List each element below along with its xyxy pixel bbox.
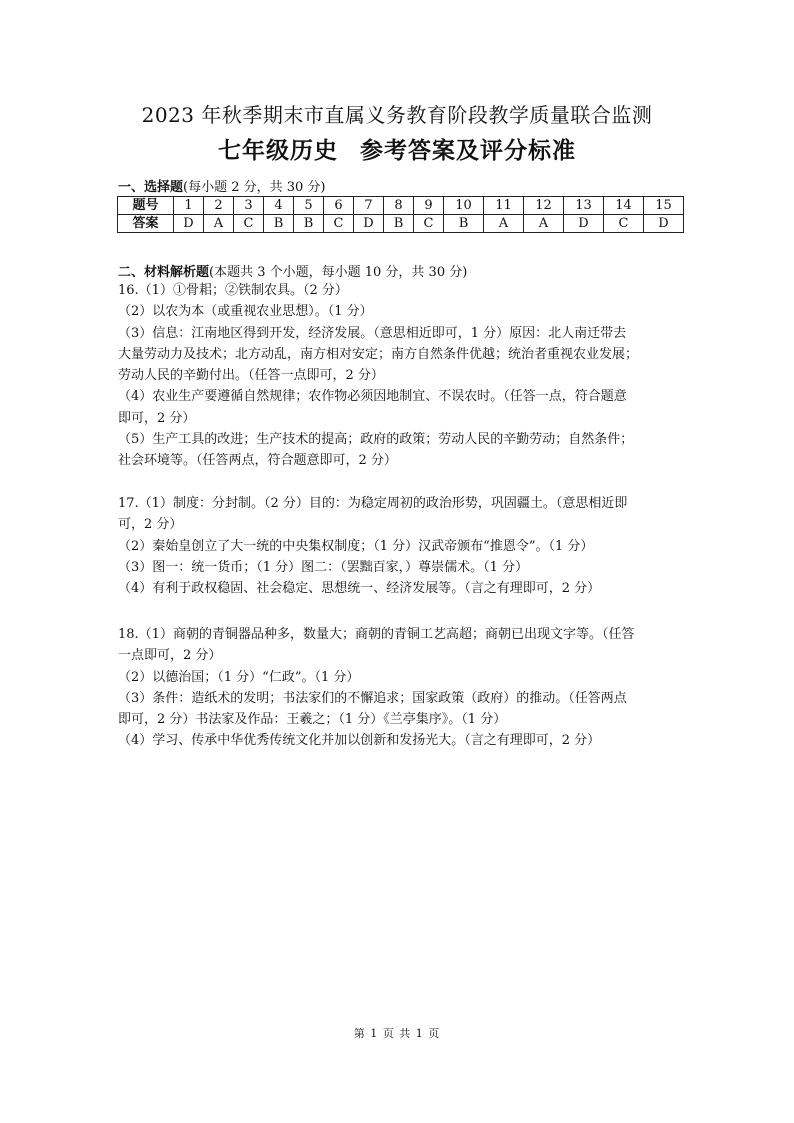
answer-table	[117, 196, 684, 233]
subtitle-grade-subject: 七年级历史	[218, 137, 338, 164]
answer-line: （2）以德治国；（1 分）“仁政”。（1 分）	[118, 669, 360, 685]
answer-line: 劳动人民的辛勤付出。（任答一点即可，2 分）	[118, 368, 384, 384]
answer-cell: B	[264, 215, 294, 233]
answer-line: （2）以农为本（或重视农业思想）。（1 分）	[118, 304, 373, 320]
answer-cell: C	[324, 215, 354, 233]
answer-cell: A	[524, 215, 564, 233]
question-number: 1	[174, 197, 204, 215]
question-number: 12	[524, 197, 564, 215]
answer-cell: C	[414, 215, 444, 233]
row-label-numbers: 题号	[118, 197, 174, 215]
section-note: (本题共 3 个小题，每小题 10 分，共 30 分)	[209, 265, 468, 280]
answer-line: （3）条件：造纸术的发明；书法家们的不懈追求；国家政策（政府）的推动。（任答两点	[118, 690, 627, 706]
answer-cell: B	[444, 215, 484, 233]
question-16-answer	[118, 280, 678, 472]
answer-line: （4）农业生产要遵循自然规律；农作物必须因地制宜、不误农时。（任答一点，符合题意	[118, 389, 627, 405]
answer-cell: D	[644, 215, 684, 233]
exam-title: 2023 年秋季期末市直属义务教育阶段教学质量联合监测	[141, 103, 653, 127]
document-subtitle	[0, 132, 794, 165]
answer-cell: B	[384, 215, 414, 233]
question-number: 5	[294, 197, 324, 215]
answer-cell: C	[604, 215, 644, 233]
answer-line: 一点即可，2 分）	[118, 648, 222, 664]
section-title: 一、选择题	[118, 180, 184, 195]
question-number: 4	[264, 197, 294, 215]
answer-cell: D	[564, 215, 604, 233]
question-number: 6	[324, 197, 354, 215]
answer-line: （3）图一：统一货币；（1 分）图二：（罢黜百家，）尊崇儒术。（1 分）	[118, 559, 529, 575]
question-17-answer	[118, 493, 678, 599]
question-number: 7	[354, 197, 384, 215]
question-number: 2	[204, 197, 234, 215]
section-analysis-heading	[118, 261, 467, 280]
answer-cell: A	[204, 215, 234, 233]
answer-line: 即可，2 分）	[118, 410, 196, 426]
section-choice-heading	[118, 176, 326, 195]
question-number: 3	[234, 197, 264, 215]
row-label-answers: 答案	[118, 215, 174, 233]
answer-line: （2）秦始皇创立了大一统的中央集权制度；（1 分）汉武帝颁布“推恩令”。（1 分）	[118, 538, 594, 554]
answer-line: 17.（1）制度：分封制。（2 分）目的：为稳定周初的政治形势，巩固疆土。（意思相近即	[118, 496, 628, 511]
answer-cell: D	[174, 215, 204, 233]
question-number: 11	[484, 197, 524, 215]
answer-line: 18.（1）商朝的青铜器品种多，数量大；商朝的青铜工艺高超；商朝已出现文字等。（任答	[118, 627, 635, 642]
answer-line: （4）有利于政权稳固、社会稳定、思想统一、经济发展等。（言之有理即可，2 分）	[118, 581, 601, 597]
table-row-answers	[118, 215, 684, 233]
answer-line: 可，2 分）	[118, 517, 183, 533]
subtitle-answer-key: 参考答案及评分标准	[360, 137, 576, 164]
answer-line: 16.（1）①骨耜；②铁制农具。（2 分）	[118, 283, 348, 298]
answer-line: （3）信息：江南地区得到开发，经济发展。（意思相近即可，1 分）原因：北人南迁带去	[118, 325, 627, 341]
question-number: 9	[414, 197, 444, 215]
question-18-answer	[118, 624, 678, 752]
answer-line: （4）学习、传承中华优秀传统文化并加以创新和发扬光大。（言之有理即可，2 分）	[118, 733, 601, 749]
question-number: 15	[644, 197, 684, 215]
answer-cell: A	[484, 215, 524, 233]
page-footer: 第 1 页 共 1 页	[353, 1027, 441, 1040]
question-number: 13	[564, 197, 604, 215]
section-note: (每小题 2 分，共 30 分)	[183, 180, 326, 195]
answer-line: 社会环境等。（任答两点，符合题意即可，2 分）	[118, 453, 397, 469]
answer-line: 即可，2 分）书法家及作品：王羲之；（1 分）《兰亭集序》。（1 分）	[118, 712, 507, 728]
question-number: 8	[384, 197, 414, 215]
answer-cell: B	[294, 215, 324, 233]
answer-cell: D	[354, 215, 384, 233]
table-row-numbers	[118, 197, 684, 215]
question-number: 14	[604, 197, 644, 215]
question-number: 10	[444, 197, 484, 215]
section-title: 二、材料解析题	[118, 265, 210, 280]
answer-cell: C	[234, 215, 264, 233]
answer-line: 大量劳动力及技术；北方动乱，南方相对安定；南方自然条件优越；统治者重视农业发展；	[118, 346, 639, 362]
answer-line: （5）生产工具的改进；生产技术的提高；政府的政策；劳动人民的辛勤劳动；自然条件；	[118, 432, 634, 448]
